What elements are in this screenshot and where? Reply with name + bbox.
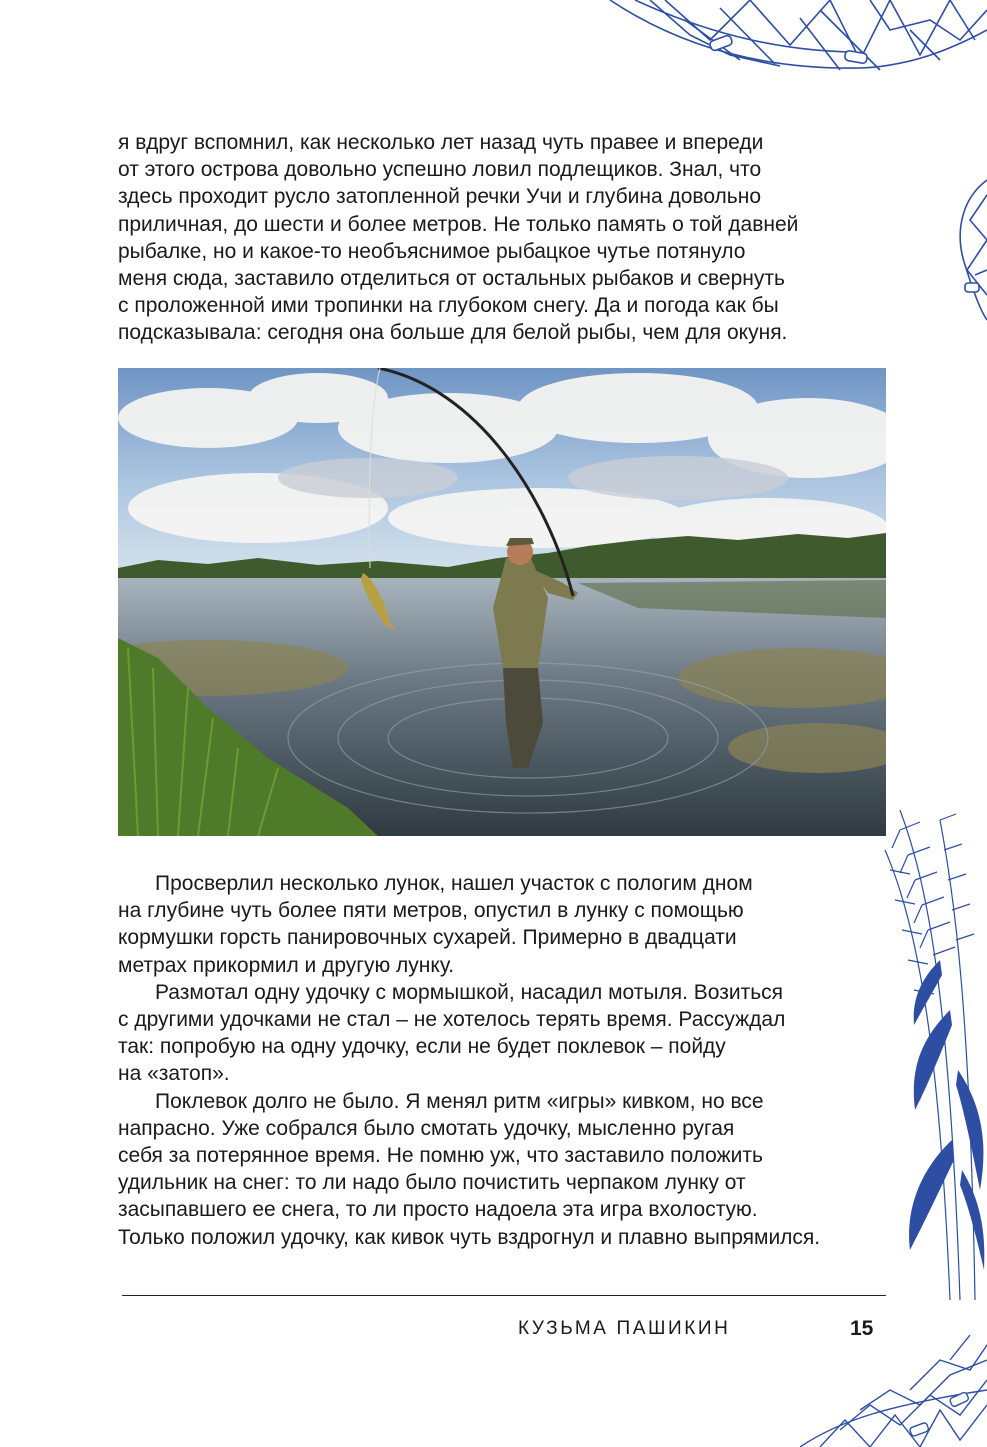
text-line: на глубине чуть более пяти метров, опустил в лунку с помощью [118, 899, 744, 923]
text-line: с другими удочками не стал – не хотелось терять время. Рассуждал [118, 1008, 786, 1032]
text-line: Только положил удочку, как кивок чуть вздрогнул и плавно выпрямился. [118, 1225, 821, 1249]
text-line: приличная, до шести и более метров. Не только память о той давней [118, 212, 799, 236]
text-line: Поклевок долго не было. Я менял ритм «игры» кивком, но все [155, 1089, 764, 1113]
text-line: Просверлил несколько лунок, нашел участок с пологим дном [155, 872, 753, 895]
text-line: здесь проходит русло затопленной речки Учи и глубина довольно [118, 185, 762, 209]
text-line: на «затоп». [118, 1062, 230, 1086]
reeds-decoration [880, 810, 987, 1300]
net-edge-decoration [945, 175, 987, 325]
footer-divider [122, 1295, 886, 1296]
text-line: меня сюда, заставило отделиться от остальных рыбаков и свернуть [118, 267, 785, 291]
text-line: я вдруг вспомнил, как несколько лет назад чуть правее и впереди [118, 131, 764, 154]
text-line: так: попробую на одну удочку, если не будет поклевок – пойду [118, 1035, 726, 1059]
text-block-top [118, 129, 870, 347]
text-line: от этого острова довольно успешно ловил подлещиков. Знал, что [118, 158, 762, 182]
fisherman-illustration [118, 368, 886, 836]
fishing-net-top-decoration [590, 0, 987, 95]
fisherman-photo [118, 368, 886, 836]
fishing-net-bottom-decoration [800, 1330, 987, 1447]
text-line: засыпавшего ее снега, то ли просто надоела эта игра вхолостую. [118, 1198, 758, 1222]
text-block-bottom [118, 870, 870, 1251]
text-line: метрах прикормил и другую лунку. [118, 953, 455, 977]
text-line: кормушки горсть панировочных сухарей. Примерно в двадцати [118, 926, 737, 950]
running-footer-author: КУЗЬМА ПАШИКИН [518, 1318, 731, 1339]
text-line: себя за потерянное время. Не помню уж, что заставило положить [118, 1144, 763, 1168]
page-number: 15 [850, 1317, 874, 1340]
text-line: Размотал одну удочку с мормышкой, насадил мотыля. Возиться [155, 980, 784, 1004]
text-line: с проложенной ими тропинки на глубоком снегу. Да и погода как бы [118, 294, 779, 318]
text-line: напрасно. Уже собрался было смотать удочку, мысленно ругая [118, 1116, 735, 1140]
text-line: подсказывала: сегодня она больше для белой рыбы, чем для окуня. [118, 321, 788, 345]
text-line: удильник на снег: то ли надо было почистить черпаком лунку от [118, 1171, 746, 1195]
text-line: рыбалке, но и какое-то необъяснимое рыбацкое чутье потянуло [118, 239, 746, 263]
